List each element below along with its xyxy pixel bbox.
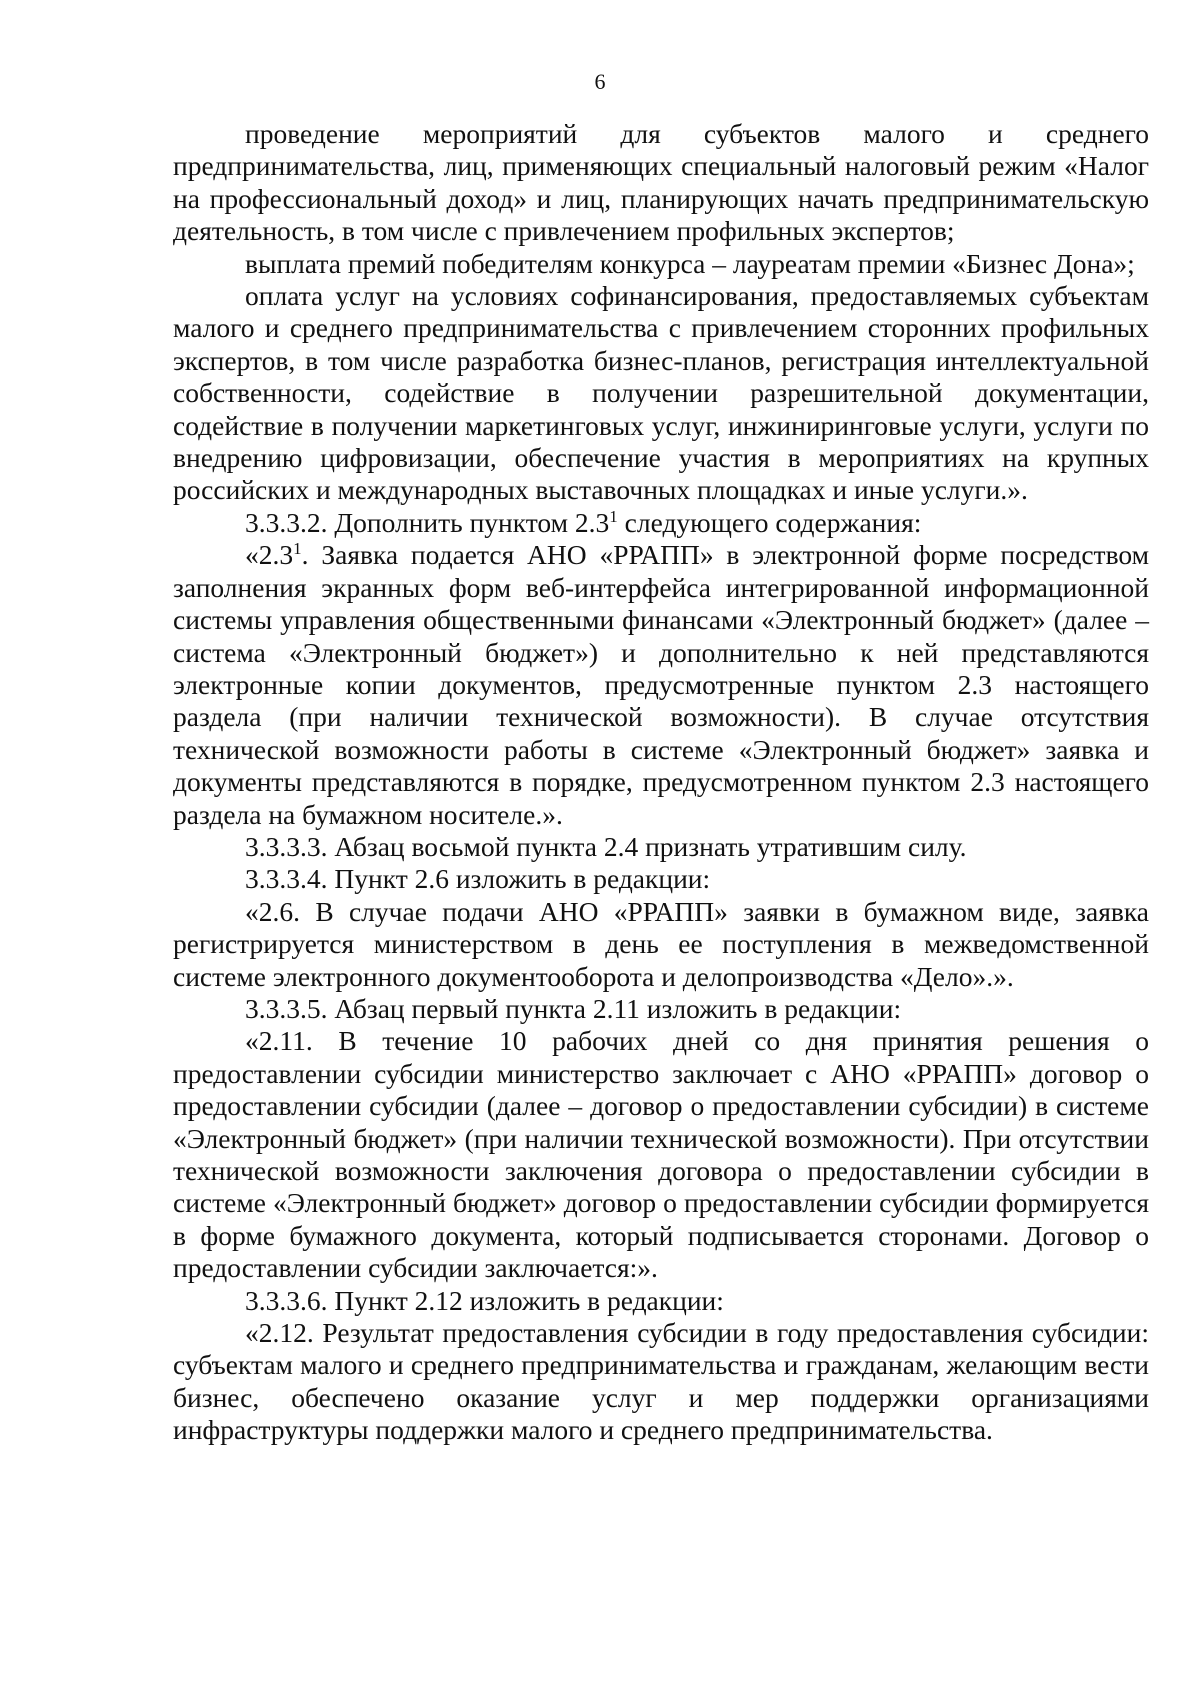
paragraph-2-12: «2.12. Результат предоставления субсидии в году предоставления субсидии: субъектам малого и среднего предпринимательства и гражданам, желающим вести бизнес, обеспечено оказание услуг и мер поддержки организациями инфраструктуры поддержки малого и среднего предпринимательства.: [173, 1317, 1149, 1446]
paragraph-cofinancing: оплата услуг на условиях софинансирования, предоставляемых субъектам малого и среднего предпринимательства с привлечением сторонних профильных экспертов, в том числе разработка бизнес-планов, регистрация интеллектуальной собственности, содействие в получении разрешительной документации, содействие в получении маркетинговых услуг, инжиниринговые услуги, услуги по внедрению цифровизации, обеспечение участия в мероприятиях на крупных российских и международных выставочных площадках и иные услуги.».: [173, 280, 1149, 506]
paragraph-text-before: «2.3: [245, 539, 294, 571]
paragraph-3-3-3-2: [173, 507, 1149, 539]
paragraph-2-6: «2.6. В случае подачи АНО «РРАПП» заявки в бумажном виде, заявка регистрируется министерством в день ее поступления в межведомственной системе электронного документооборота и делопроизводства «Дело».».: [173, 895, 1149, 992]
paragraph-text-after: . Заявка подается АНО «РРАПП» в электронной форме посредством заполнения экранных форм веб-интерфейса интегрированной информационной системы управления общественными финансами «Электронный бюджет» (далее – система «Электронный бюджет») и дополнительно к ней представляются электронные копии документов, предусмотренные пунктом 2.3 настоящего раздела (при наличии технической возможности). В случае отсутствия технической возможности работы в системе «Электронный бюджет» заявка и документы представляются в порядке, предусмотренном пунктом 2.3 настоящего раздела на бумажном носителе.».: [173, 539, 1149, 830]
paragraph-text-after: следующего содержания:: [617, 506, 922, 538]
page-number: 6: [594, 69, 606, 94]
paragraph-text-before: 3.3.3.2. Дополнить пунктом 2.3: [245, 506, 610, 538]
paragraph-3-3-3-3: 3.3.3.3. Абзац восьмой пункта 2.4 признать утратившим силу.: [245, 830, 967, 862]
paragraph-events: проведение мероприятий для субъектов малого и среднего предпринимательства, лиц, применяющих специальный налоговый режим «Налог на профессиональный доход» и лиц, планирующих начать предпринимательскую деятельность, в том числе с привлечением профильных экспертов;: [173, 118, 1149, 247]
superscript: 1: [293, 539, 302, 559]
paragraph-3-3-3-4: 3.3.3.4. Пункт 2.6 изложить в редакции:: [245, 863, 711, 895]
document-body: [173, 118, 1149, 1447]
paragraph-3-3-3-5: 3.3.3.5. Абзац первый пункта 2.11 изложить в редакции:: [245, 992, 902, 1024]
paragraph-3-3-3-6: 3.3.3.6. Пункт 2.12 изложить в редакции:: [245, 1284, 724, 1316]
paragraph-2-11: «2.11. В течение 10 рабочих дней со дня принятия решения о предоставлении субсидии министерство заключает с АНО «РРАПП» договор о предоставлении субсидии (далее – договор о предоставлении субсидии) в системе «Электронный бюджет» (при наличии технической возможности). При отсутствии технической возможности заключения договора о предоставлении субсидии в системе «Электронный бюджет» договор о предоставлении субсидии формируется в форме бумажного документа, который подписывается сторонами. Договор о предоставлении субсидии заключается:».: [173, 1025, 1149, 1284]
paragraph-prizes: выплата премий победителям конкурса – лауреатам премии «Бизнес Дона»;: [245, 247, 1135, 279]
superscript: 1: [609, 506, 618, 526]
paragraph-2-3-1: [173, 539, 1149, 831]
